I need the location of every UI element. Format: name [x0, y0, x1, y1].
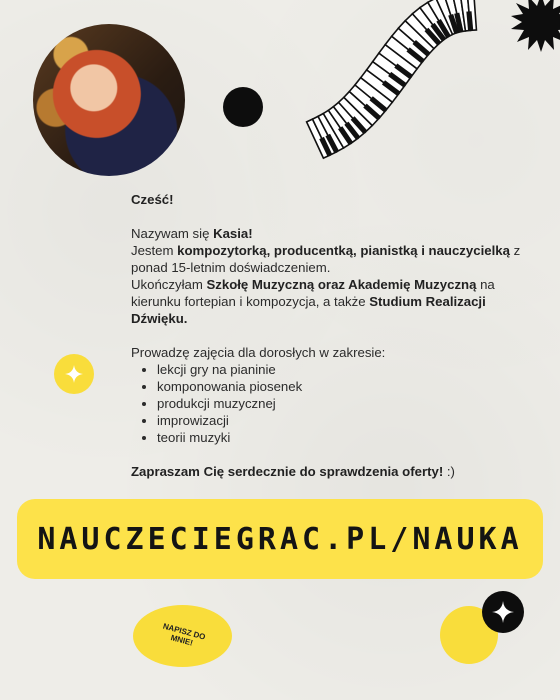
sparkle-icon	[482, 591, 524, 633]
decor-black-dot	[223, 87, 263, 127]
intro-name: Nazywam się Kasia!	[131, 226, 253, 241]
sparkle-icon	[54, 354, 94, 394]
list-item: • produkcji muzycznej	[157, 395, 531, 412]
list-item: • komponowania piosenek	[157, 378, 531, 395]
website-url[interactable]: NAUCZECIEGRAC.PL/NAUKA	[37, 521, 523, 557]
ink-splat-icon	[510, 0, 560, 54]
classes-heading: Prowadzę zajęcia dla dorosłych w zakresie:	[131, 345, 386, 360]
list-item: • teorii muzyki	[157, 429, 531, 446]
bio-text	[131, 191, 531, 480]
avatar-photo	[33, 24, 185, 176]
greeting: Cześć!	[131, 192, 174, 207]
decor-black-circle-right	[482, 591, 524, 633]
piano-keys-icon	[295, 0, 485, 160]
intro-profession: Jestem kompozytorką, producentką, pianistką i nauczycielką z ponad 15-letnim doświadczeniem.	[131, 243, 521, 275]
invite-text: Zapraszam Cię serdecznie do sprawdzenia oferty! :)	[131, 464, 455, 479]
decor-yellow-circle-left	[54, 354, 94, 394]
list-item: • lekcji gry na pianinie	[157, 361, 531, 378]
list-item: • improwizacji	[157, 412, 531, 429]
intro-education: Ukończyłam Szkołę Muzyczną oraz Akademię Muzyczną na kierunku fortepian i kompozycja, a także Studium Realizacji Dźwięku.	[131, 277, 495, 326]
contact-label: NAPISZ DO MNIE!	[161, 621, 206, 648]
website-banner[interactable]	[17, 499, 543, 579]
contact-button[interactable]	[133, 605, 232, 667]
classes-list	[131, 361, 531, 446]
